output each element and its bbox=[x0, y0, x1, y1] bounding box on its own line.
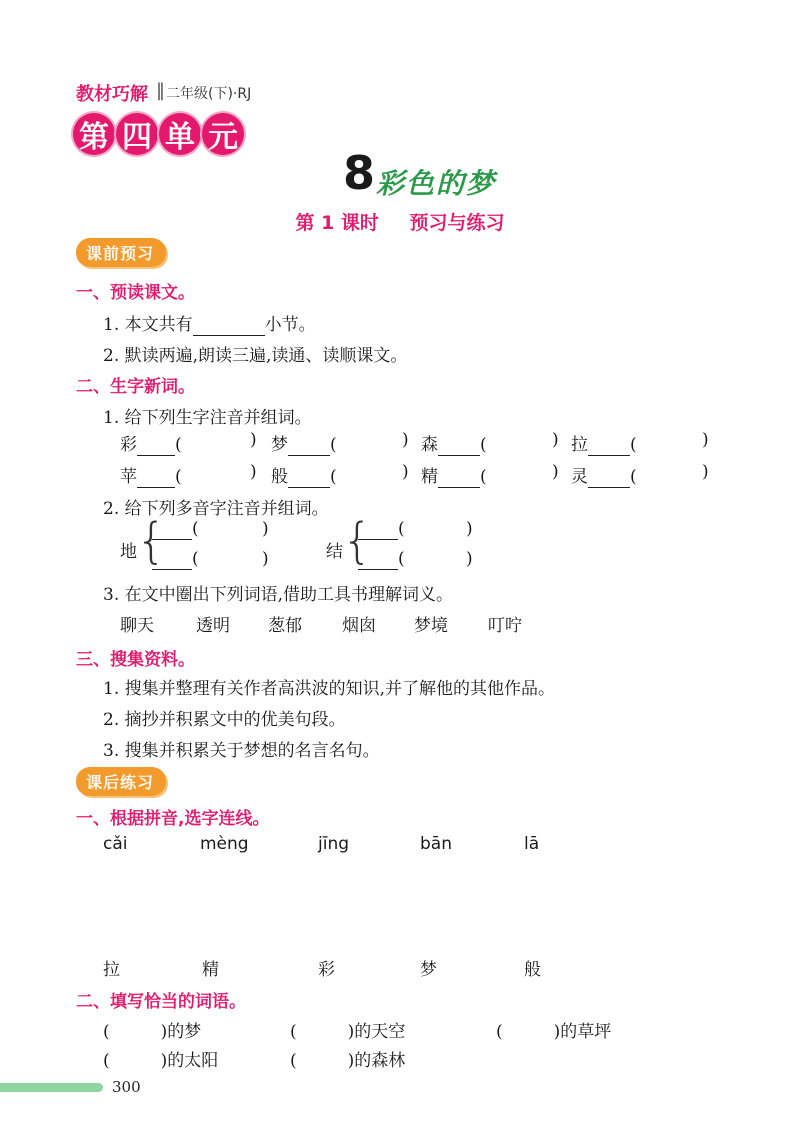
poly-row bbox=[152, 549, 199, 570]
pinyin: jīng bbox=[318, 834, 350, 854]
pinyin-blank[interactable] bbox=[137, 467, 175, 488]
page-number: 300 bbox=[112, 1078, 141, 1096]
lesson-number: 8 bbox=[343, 146, 376, 200]
period-left: 第 1 课时 bbox=[295, 212, 379, 234]
paren-close: ) bbox=[466, 549, 473, 569]
badge-post-class: 课后练习 bbox=[76, 767, 166, 796]
paren: ( bbox=[175, 435, 182, 455]
pinyin-blank[interactable] bbox=[438, 467, 480, 488]
unit-title bbox=[73, 113, 244, 155]
vocab-word: 梦境 bbox=[414, 616, 448, 636]
paren-close: ) bbox=[552, 462, 559, 482]
paren: ( bbox=[192, 519, 199, 539]
lesson-title: 彩色的梦 bbox=[376, 167, 497, 200]
period-right: 预习与练习 bbox=[409, 212, 505, 234]
brace-icon: { bbox=[342, 513, 373, 569]
paren-close: ) bbox=[402, 462, 409, 482]
char-cell bbox=[120, 462, 182, 488]
vocab-word: 烟囱 bbox=[342, 616, 376, 636]
pinyin-blank[interactable] bbox=[288, 467, 330, 488]
match-char[interactable]: 精 bbox=[202, 960, 219, 980]
paren-close: ) bbox=[702, 462, 709, 482]
pinyin-blank[interactable] bbox=[358, 549, 398, 570]
char-cell bbox=[571, 462, 637, 488]
char-cell bbox=[421, 462, 487, 488]
paren: ( bbox=[192, 549, 199, 569]
paren-close: ) bbox=[262, 519, 269, 539]
char-cell bbox=[421, 430, 487, 456]
brace-icon: { bbox=[136, 513, 167, 569]
header-separator: ‖ bbox=[156, 80, 165, 101]
match-char[interactable]: 般 bbox=[524, 960, 541, 980]
pinyin: mèng bbox=[200, 834, 249, 854]
paren: ( bbox=[480, 435, 487, 455]
pinyin-blank[interactable] bbox=[588, 435, 630, 456]
question-line: 3. 搜集并积累关于梦想的名言名句。 bbox=[103, 741, 380, 761]
paren-close: ) bbox=[552, 430, 559, 450]
question-text: 1. 本文共有 bbox=[103, 315, 193, 335]
section-title: 一、预读课文。 bbox=[76, 283, 195, 303]
char: 般 bbox=[271, 467, 288, 487]
question-text: 小节。 bbox=[264, 315, 316, 335]
question-line bbox=[103, 310, 316, 336]
pinyin-blank[interactable] bbox=[137, 435, 175, 456]
poly-row bbox=[152, 519, 199, 540]
pinyin-blank[interactable] bbox=[588, 467, 630, 488]
vocab-word: 葱郁 bbox=[268, 616, 302, 636]
char-cell bbox=[271, 430, 337, 456]
fill-phrase[interactable]: ( )的太阳 bbox=[103, 1051, 219, 1071]
unit-char: 第 bbox=[73, 113, 115, 155]
paren: ( bbox=[630, 467, 637, 487]
poly-row bbox=[358, 519, 405, 540]
pinyin-blank[interactable] bbox=[152, 519, 192, 540]
pinyin: lā bbox=[524, 834, 540, 854]
unit-char: 单 bbox=[159, 113, 201, 155]
question-line: 1. 搜集并整理有关作者高洪波的知识,并了解他的其他作品。 bbox=[103, 679, 556, 699]
poly-row bbox=[358, 549, 405, 570]
vocab-word: 聊天 bbox=[120, 616, 154, 636]
char: 森 bbox=[421, 435, 438, 455]
match-char[interactable]: 彩 bbox=[318, 960, 335, 980]
pinyin-blank[interactable] bbox=[288, 435, 330, 456]
paren: ( bbox=[398, 549, 405, 569]
poly-char: 地 bbox=[120, 542, 137, 562]
period-title bbox=[0, 208, 800, 235]
char: 拉 bbox=[571, 435, 588, 455]
unit-char: 元 bbox=[202, 113, 244, 155]
match-char[interactable]: 梦 bbox=[420, 960, 437, 980]
header-grade: 二年级(下)·RJ bbox=[166, 86, 252, 102]
char-cell bbox=[571, 430, 637, 456]
fill-phrase[interactable]: ( )的天空 bbox=[290, 1022, 406, 1042]
char: 梦 bbox=[271, 435, 288, 455]
question-line: 2. 给下列多音字注音并组词。 bbox=[103, 499, 329, 519]
question-line: 2. 默读两遍,朗读三遍,读通、读顺课文。 bbox=[103, 346, 408, 366]
answer-blank[interactable] bbox=[193, 315, 265, 336]
fill-phrase[interactable]: ( )的梦 bbox=[103, 1022, 202, 1042]
char-cell bbox=[271, 462, 337, 488]
paren-close: ) bbox=[402, 430, 409, 450]
question-line: 2. 摘抄并积累文中的优美句段。 bbox=[103, 710, 346, 730]
char: 苹 bbox=[120, 467, 137, 487]
pinyin-blank[interactable] bbox=[358, 519, 398, 540]
paren-close: ) bbox=[250, 430, 257, 450]
paren: ( bbox=[330, 467, 337, 487]
char-cell bbox=[120, 430, 182, 456]
char: 灵 bbox=[571, 467, 588, 487]
pinyin: bān bbox=[420, 834, 452, 854]
unit-char: 四 bbox=[116, 113, 158, 155]
pinyin-blank[interactable] bbox=[152, 549, 192, 570]
pinyin: cǎi bbox=[103, 834, 128, 854]
badge-pre-class: 课前预习 bbox=[76, 238, 166, 267]
footer-bar bbox=[0, 1083, 103, 1092]
vocab-word: 透明 bbox=[196, 616, 230, 636]
char: 彩 bbox=[120, 435, 137, 455]
section-title: 二、填写恰当的词语。 bbox=[76, 992, 246, 1012]
paren: ( bbox=[480, 467, 487, 487]
fill-phrase[interactable]: ( )的草坪 bbox=[496, 1022, 612, 1042]
paren-close: ) bbox=[262, 549, 269, 569]
paren: ( bbox=[330, 435, 337, 455]
pinyin-blank[interactable] bbox=[438, 435, 480, 456]
paren-close: ) bbox=[702, 430, 709, 450]
header-brand: 教材巧解 bbox=[76, 84, 148, 105]
char: 精 bbox=[421, 467, 438, 487]
section-title: 三、搜集资料。 bbox=[76, 650, 195, 670]
question-line: 1. 给下列生字注音并组词。 bbox=[103, 408, 312, 428]
paren: ( bbox=[630, 435, 637, 455]
paren-close: ) bbox=[250, 462, 257, 482]
paren: ( bbox=[175, 467, 182, 487]
paren-close: ) bbox=[466, 519, 473, 539]
section-title: 二、生字新词。 bbox=[76, 377, 195, 397]
fill-phrase[interactable]: ( )的森林 bbox=[290, 1051, 406, 1071]
section-title: 一、根据拼音,选字连线。 bbox=[76, 809, 270, 829]
poly-char: 结 bbox=[326, 542, 343, 562]
paren: ( bbox=[398, 519, 405, 539]
vocab-word: 叮咛 bbox=[488, 616, 522, 636]
question-line: 3. 在文中圈出下列词语,借助工具书理解词义。 bbox=[103, 585, 454, 605]
match-char[interactable]: 拉 bbox=[103, 960, 120, 980]
